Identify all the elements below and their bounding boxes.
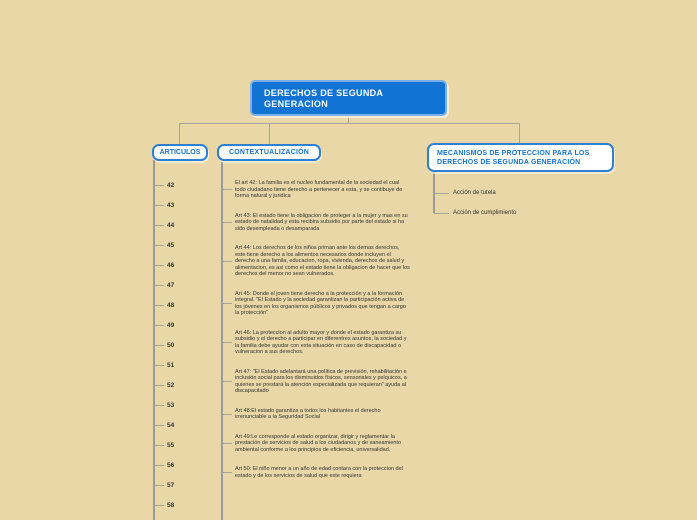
- connector-tick: [153, 205, 164, 206]
- context-paragraph-node[interactable]: [222, 180, 418, 200]
- article-number-node[interactable]: [153, 315, 174, 335]
- topic-contextualizacion-label: CONTEXTUALIZACIÓN: [228, 149, 309, 156]
- context-paragraph-node-label: Art 48:El estado garantiza a todos los habitantes el derecho irrenunciable a la Seguridad Social: [235, 407, 381, 420]
- article-number-node-label: 51: [167, 361, 175, 369]
- article-number-node-label: 58: [167, 501, 175, 509]
- mecanismo-node-label: Acción de cumplimiento: [453, 210, 517, 216]
- article-number-node[interactable]: [153, 295, 174, 315]
- context-paragraph-node-label: Art 50: El niño menor a un año de edad contara con la proteccion del estado y de los servicios de salud que este requiera: [235, 466, 403, 479]
- article-number-node-label: 48: [167, 301, 175, 309]
- connector-root-stub: [348, 116, 349, 123]
- context-paragraph-node-label: Art 46: La proteccion al adulto mayor y donde el estado garantiza su subsidio y el derecho a participar en diferentres asuntos, la sociedad y la familia debe ayudar con esta situación en caso de discapacidad o vulneracion a sus derechos.: [235, 329, 407, 355]
- connector-tick: [222, 443, 232, 444]
- article-number-node-label: 56: [167, 461, 175, 469]
- context-paragraph-node[interactable]: [222, 330, 418, 356]
- article-number-node[interactable]: [153, 355, 174, 375]
- article-number-node-label: 45: [167, 241, 175, 249]
- context-paragraph-node-label: Art 47: "El Estado adelantará una política de previsión, rehabilitación e inclusión social para los disminuidos físicos, sensoriales y psíquicos, a quienes se prestará la atención especializada que requieran" ayuda al discapacitado: [235, 368, 407, 394]
- connector-tick: [222, 414, 232, 415]
- connector-tick: [153, 245, 164, 246]
- topic-mecanismos[interactable]: [427, 143, 614, 172]
- connector-drop-contextualizacion: [269, 123, 270, 144]
- article-number-node[interactable]: [153, 275, 174, 295]
- connector-tick: [153, 425, 164, 426]
- topic-articulos-label: ARTICULOS: [159, 149, 201, 156]
- article-number-node[interactable]: [153, 175, 174, 195]
- connector-tick: [153, 445, 164, 446]
- article-number-node[interactable]: [153, 395, 174, 415]
- connector-tick: [153, 325, 164, 326]
- root-node-label: DERECHOS DE SEGUNDA GENERACION: [264, 88, 383, 109]
- connector-tick: [222, 381, 232, 382]
- connector-tick: [222, 222, 232, 223]
- article-number-node[interactable]: [153, 435, 174, 455]
- article-number-node-label: 54: [167, 421, 175, 429]
- article-number-node-label: 53: [167, 401, 175, 409]
- mecanismo-node-label: Acción de tutela: [453, 190, 496, 196]
- topic-contextualizacion[interactable]: [217, 144, 321, 161]
- context-paragraph-node[interactable]: [222, 213, 418, 233]
- connector-tick: [153, 505, 164, 506]
- mecanismos-list: [434, 183, 516, 223]
- article-number-node[interactable]: [153, 235, 174, 255]
- article-number-node-label: 52: [167, 381, 175, 389]
- contextualizacion-list: [222, 180, 418, 479]
- mecanismo-node[interactable]: [434, 183, 516, 203]
- connector-tick: [153, 365, 164, 366]
- article-number-node[interactable]: [153, 255, 174, 275]
- connector-tick: [153, 285, 164, 286]
- connector-drop-articulos: [179, 123, 180, 144]
- context-paragraph-node-label: Art 44: Los derechos de los niños priman ante los demas derechos, este tiene derecho a los alimentos necesarios donde incluyen el derecho a una famila, educacion, ropa, vivienda, derechos de salud y alimentacion, es asi como el estado tiene la obligacion de hacer que los derechos del menor no sean vulnerados.: [235, 245, 410, 277]
- context-paragraph-node[interactable]: [222, 291, 418, 317]
- context-paragraph-node-label: El art 42: La familia es el nucleo fundamental de la sociedad el cual todo ciudadano tiene derecho a pertenecer a esta, y se contibuye de forma natural y juridica: [235, 180, 403, 199]
- context-paragraph-node[interactable]: [222, 434, 418, 454]
- article-number-node[interactable]: [153, 415, 174, 435]
- connector-tick: [222, 342, 232, 343]
- article-number-node-label: 57: [167, 481, 175, 489]
- article-number-node-label: 42: [167, 181, 175, 189]
- context-paragraph-node[interactable]: [222, 369, 418, 395]
- article-number-node[interactable]: [153, 455, 174, 475]
- article-number-node-label: 47: [167, 281, 175, 289]
- connector-tick: [153, 185, 164, 186]
- article-number-node[interactable]: [153, 475, 174, 495]
- article-number-node[interactable]: [153, 495, 174, 515]
- article-number-node-label: 49: [167, 321, 175, 329]
- articles-list: [153, 175, 174, 515]
- connector-tick: [153, 345, 164, 346]
- article-number-node-label: 44: [167, 221, 175, 229]
- connector-tick: [153, 265, 164, 266]
- article-number-node[interactable]: [153, 335, 174, 355]
- connector-tick: [153, 405, 164, 406]
- connector-tick: [153, 225, 164, 226]
- connector-horizontal: [179, 123, 520, 124]
- article-number-node-label: 43: [167, 201, 175, 209]
- connector-tick: [222, 303, 232, 304]
- context-paragraph-node-label: Art 43: El estado tiene la obligacion de proteger a la mujer y mas en su estado de natalidad y esta recibira subsidio por parte del estado si ha sido desempleada o desamparada: [235, 212, 408, 232]
- connector-tick: [153, 305, 164, 306]
- connector-tick: [153, 485, 164, 486]
- topic-articulos[interactable]: [152, 144, 208, 161]
- topic-mecanismos-label: MECANISMOS DE PROTECCION PARA LOS DERECHOS DE SEGUNDA GENERACIÓN: [437, 149, 590, 166]
- connector-tick: [222, 261, 232, 262]
- mecanismo-node[interactable]: [434, 203, 516, 223]
- context-paragraph-node-label: Art 49:Le corresponde al estado organizar, dirigir y reglamentar la prestación de servicios de salud a los ciudadanos y de saneamiento ambiental conforme a los principios de eficiencia, universalidad.: [235, 433, 402, 453]
- article-number-node-label: 55: [167, 441, 175, 449]
- context-paragraph-node[interactable]: [222, 245, 418, 278]
- connector-tick: [222, 189, 232, 190]
- article-number-node-label: 46: [167, 261, 175, 269]
- article-number-node[interactable]: [153, 195, 174, 215]
- article-number-node-label: 50: [167, 341, 175, 349]
- context-paragraph-node[interactable]: [222, 466, 418, 479]
- connector-tick: [222, 472, 232, 473]
- connector-tick: [153, 465, 164, 466]
- connector-tick: [434, 193, 449, 194]
- context-paragraph-node[interactable]: [222, 408, 418, 421]
- connector-tick: [434, 213, 449, 214]
- article-number-node[interactable]: [153, 375, 174, 395]
- connector-tick: [153, 385, 164, 386]
- connector-drop-mecanismos: [519, 123, 520, 143]
- context-paragraph-node-label: Art 45: Donde el joven tiene derecho a la protección y a la formación integral. "El Estado y la sociedad garantizan la participación activa de los jóvenes en los organismos públicos y privados que tengan a cargo la protección": [235, 290, 406, 316]
- root-node[interactable]: [250, 80, 447, 116]
- article-number-node[interactable]: [153, 215, 174, 235]
